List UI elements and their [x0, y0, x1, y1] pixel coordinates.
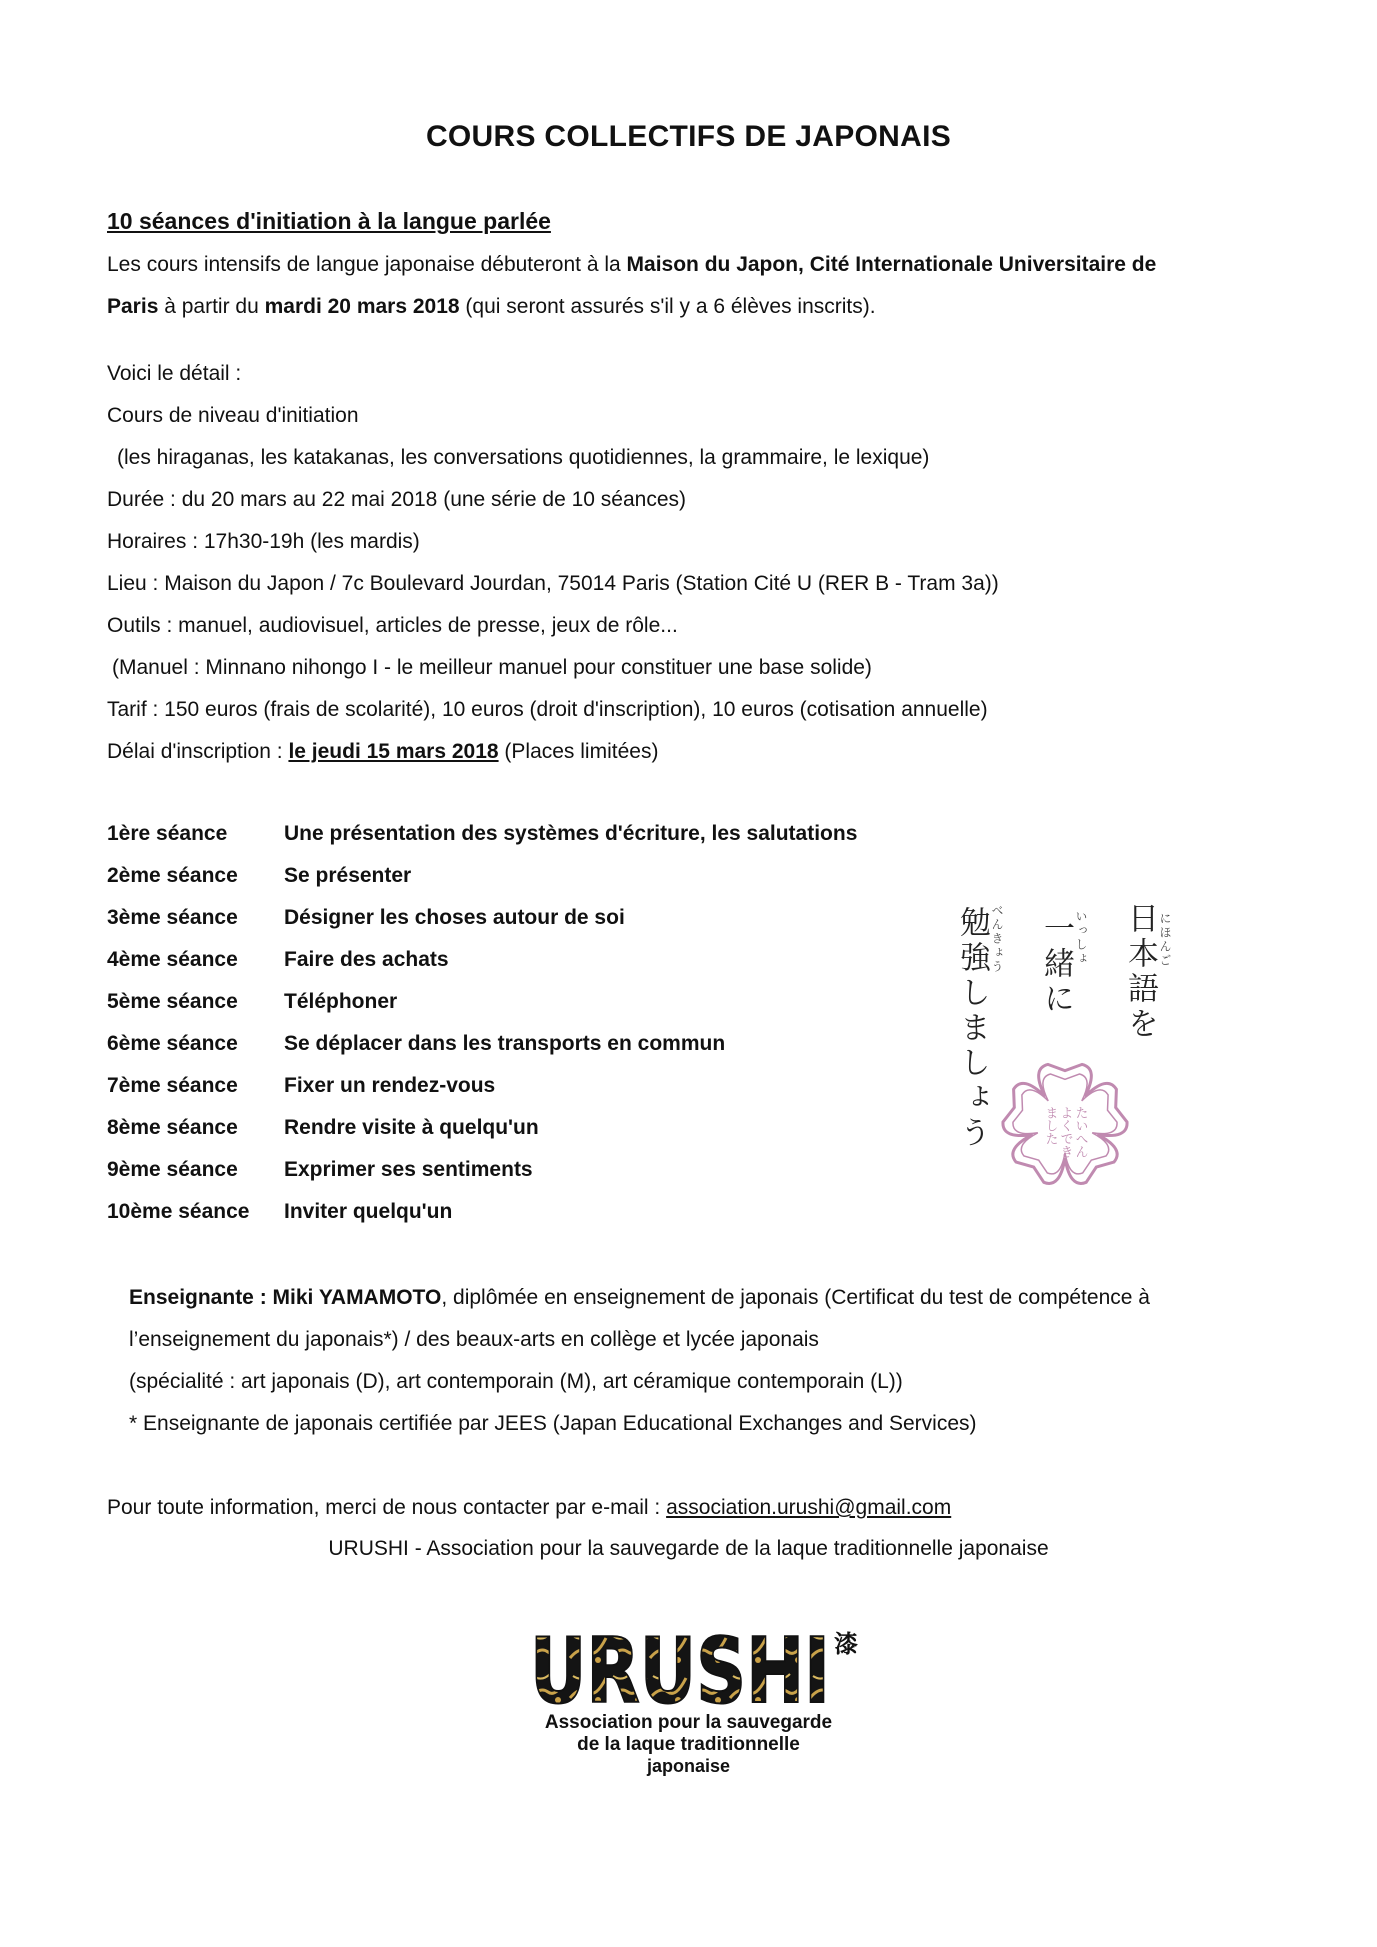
logo-tagline-1: Association pour la sauvegarde [544, 1712, 833, 1733]
furigana-3: べんきょう [990, 904, 1004, 974]
deadline-date: le jeudi 15 mars 2018 [288, 740, 499, 763]
session-topic: Désigner les choses autour de soi [284, 906, 625, 929]
stamp-text: たいへん [1072, 1106, 1088, 1158]
logo-wordmark: URUSHI [530, 1628, 830, 1710]
intro-line-1 [107, 252, 1156, 278]
calligraphy-column-3: 勉強しましょう [954, 906, 990, 1151]
session-topic: Se présenter [284, 864, 412, 887]
session-row [107, 864, 411, 888]
teacher-line-4: * Enseignante de japonais certifiée par JEES (Japan Educational Exchanges and Services) [129, 1412, 977, 1435]
teacher-line-2: l’enseignement du japonais*) / des beaux-arts en collège et lycée japonais [129, 1328, 819, 1351]
detail-deadline [107, 739, 658, 765]
session-number: 4ème séance [107, 948, 238, 971]
deadline-note: (Places limitées) [498, 740, 659, 763]
urushi-wordmark-icon [528, 1628, 858, 1710]
teacher-name: Enseignante : Miki YAMAMOTO [129, 1286, 442, 1309]
session-topic: Faire des achats [284, 948, 449, 971]
session-topic: Inviter quelqu'un [284, 1200, 453, 1223]
session-row [107, 906, 625, 930]
intro-venue: Maison du Japon, Cité Internationale Universitaire de [626, 253, 1157, 276]
teacher-line-1 [129, 1285, 1150, 1311]
teacher-line-3: (spécialité : art japonais (D), art contemporain (M), art céramique contemporain (L)) [129, 1370, 903, 1393]
session-topic: Fixer un rendez-vous [284, 1074, 496, 1097]
stamp-text: よくでき [1057, 1106, 1073, 1158]
detail-manual: (Manuel : Minnano nihongo I - le meilleur manuel pour constituer une base solide) [112, 656, 872, 679]
session-number: 7ème séance [107, 1074, 238, 1097]
stamp-text: ました [1042, 1106, 1058, 1145]
session-number: 2ème séance [107, 864, 238, 887]
sakura-stamp-icon [998, 1058, 1132, 1188]
detail-duration: Durée : du 20 mars au 22 mai 2018 (une série de 10 séances) [107, 488, 687, 511]
session-topic: Rendre visite à quelqu'un [284, 1116, 539, 1139]
session-number: 6ème séance [107, 1032, 238, 1055]
subheading-text: 10 séances d'initiation à la langue parlée [107, 208, 551, 234]
detail-location: Lieu : Maison du Japon / 7c Boulevard Jourdan, 75014 Paris (Station Cité U (RER B - Tram 3a)) [107, 572, 999, 595]
session-row [107, 1200, 452, 1224]
intro-text: Les cours intensifs de langue japonaise débuteront à la [107, 253, 627, 276]
session-number: 9ème séance [107, 1158, 238, 1181]
session-number: 1ère séance [107, 822, 228, 845]
detail-schedule: Horaires : 17h30-19h (les mardis) [107, 530, 420, 553]
session-row [107, 1116, 539, 1140]
intro-line-2 [107, 294, 876, 320]
contact-line [107, 1495, 951, 1521]
section-subheading [107, 208, 551, 236]
association-name: URUSHI - Association pour la sauvegarde de la laque traditionnelle japonaise [328, 1537, 1049, 1560]
furigana-1: にほんご [1158, 912, 1172, 968]
page-title: COURS COLLECTIFS DE JAPONAIS [425, 120, 952, 153]
detail-level: Cours de niveau d'initiation [107, 404, 359, 427]
session-number: 5ème séance [107, 990, 238, 1013]
contact-email-link[interactable]: association.urushi@gmail.com [666, 1496, 952, 1519]
session-row [107, 822, 857, 846]
contact-text: Pour toute information, merci de nous contacter par e-mail : [107, 1496, 667, 1519]
logo-kanji: 漆 [834, 1630, 858, 1658]
session-topic: Se déplacer dans les transports en commun [284, 1032, 726, 1055]
session-number: 8ème séance [107, 1116, 238, 1139]
teacher-desc: , diplômée en enseignement de japonais (Certificat du test de compétence à [441, 1286, 1150, 1309]
deadline-label: Délai d'inscription : [107, 740, 289, 763]
detail-intro: Voici le détail : [107, 362, 242, 385]
detail-price: Tarif : 150 euros (frais de scolarité), 10 euros (droit d'inscription), 10 euros (cotisation annuelle) [107, 698, 988, 721]
intro-text: (qui seront assurés s'il y a 6 élèves inscrits). [459, 295, 876, 318]
session-number: 10ème séance [107, 1200, 250, 1223]
session-number: 3ème séance [107, 906, 238, 929]
logo-tagline-3: japonaise [646, 1756, 731, 1776]
session-row [107, 1158, 533, 1182]
session-topic: Exprimer ses sentiments [284, 1158, 533, 1181]
session-row [107, 1032, 725, 1056]
logo-tagline-2: de la laque traditionnelle [577, 1734, 800, 1755]
intro-city: Paris [107, 295, 159, 318]
detail-content: (les hiraganas, les katakanas, les conversations quotidiennes, la grammaire, le lexique) [117, 446, 930, 469]
session-row [107, 948, 449, 972]
calligraphy-column-1: 日本語を [1122, 902, 1158, 1042]
session-topic: Une présentation des systèmes d'écriture, les salutations [284, 822, 858, 845]
furigana-2: いっしょ [1074, 910, 1088, 966]
session-row [107, 1074, 495, 1098]
calligraphy-column-2: 一緒に [1038, 912, 1074, 1017]
session-row [107, 990, 397, 1014]
detail-tools: Outils : manuel, audiovisuel, articles de presse, jeux de rôle... [107, 614, 678, 637]
intro-text: à partir du [158, 295, 265, 318]
intro-start-date: mardi 20 mars 2018 [264, 295, 460, 318]
session-topic: Téléphoner [284, 990, 398, 1013]
